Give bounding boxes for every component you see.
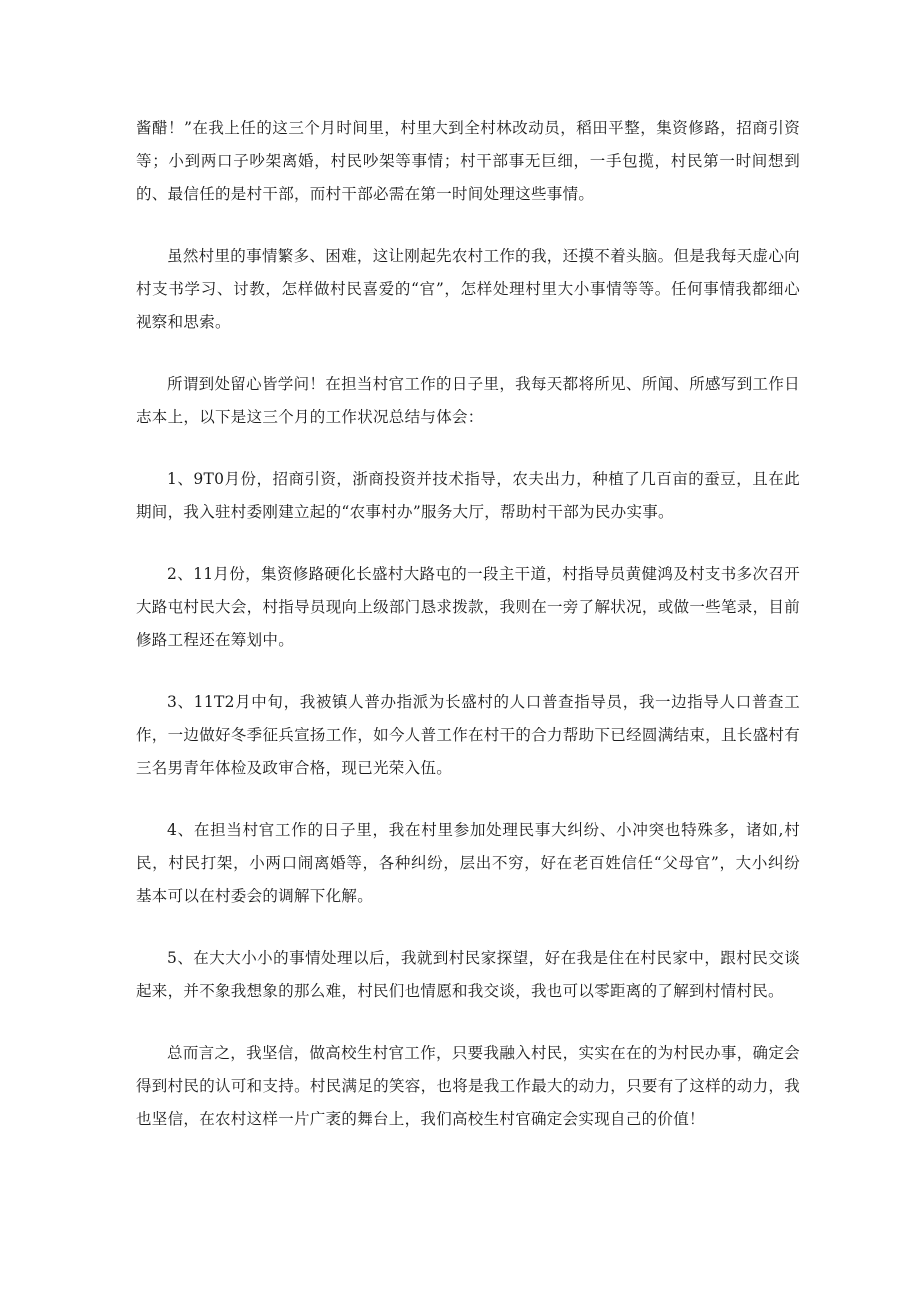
paragraph-2: 虽然村里的事情繁多、困难，这让刚起先农村工作的我，还摸不着头脑。但是我每天虚心向村支书学习、讨教，怎样做村民喜爱的“官”，怎样处理村里大小事情等等。任何事情我都细心视察和思索。 bbox=[136, 247, 800, 331]
paragraph-9: 总而言之，我坚信，做高校生村官工作，只要我融入村民，实实在在的为村民办事，确定会得到村民的认可和支持。村民满足的笑容，也将是我工作最大的动力，只要有了这样的动力，我也坚信，在农村这样一片广袤的舞台上，我们高校生村官确定会实现自己的价值！ bbox=[136, 1044, 800, 1128]
paragraph-6: 3、11T2月中旬，我被镇人普办指派为长盛村的人口普查指导员，我一边指导人口普查工作，一边做好冬季征兵宣扬工作，如今人普工作在村干的合力帮助下已经圆满结束，且长盛村有三名男青年体检及政审合格，现已光荣入伍。 bbox=[136, 693, 800, 777]
paragraph-3: 所谓到处留心皆学问！在担当村官工作的日子里，我每天都将所见、所闻、所感写到工作日志本上，以下是这三个月的工作状况总结与体会： bbox=[136, 375, 800, 426]
paragraph-8: 5、在大大小小的事情处理以后，我就到村民家探望，好在我是住在村民家中，跟村民交谈起来，并不象我想象的那么难，村民们也情愿和我交谈，我也可以零距离的了解到村情村民。 bbox=[136, 949, 800, 1000]
paragraph-5: 2、11月份，集资修路硬化长盛村大路屯的一段主干道，村指导员黄健鸿及村支书多次召开大路屯村民大会，村指导员现向上级部门恳求拨款，我则在一旁了解状况，或做一些笔录，目前修路工程还在筹划中。 bbox=[136, 565, 800, 649]
paragraph-1: 酱醋！”在我上任的这三个月时间里，村里大到全村林改动员，稻田平整，集资修路，招商引资等；小到两口子吵架离婚，村民吵架等事情；村干部事无巨细，一手包揽，村民第一时间想到的、最信任的是村干部，而村干部必需在第一时间处理这些事情。 bbox=[136, 119, 800, 203]
paragraph-7: 4、在担当村官工作的日子里，我在村里参加处理民事大纠纷、小冲突也特殊多，诸如,村民，村民打架，小两口闹离婚等，各种纠纷，层出不穷，好在老百姓信任“父母官”，大小纠纷基本可以在村委会的调解下化解。 bbox=[136, 821, 800, 905]
paragraph-4: 1、9T0月份，招商引资，浙商投资并技术指导，农夫出力，种植了几百亩的蚕豆，且在此期间，我入驻村委刚建立起的“农事村办”服务大厅，帮助村干部为民办实事。 bbox=[136, 470, 800, 521]
document-body bbox=[136, 112, 800, 1165]
